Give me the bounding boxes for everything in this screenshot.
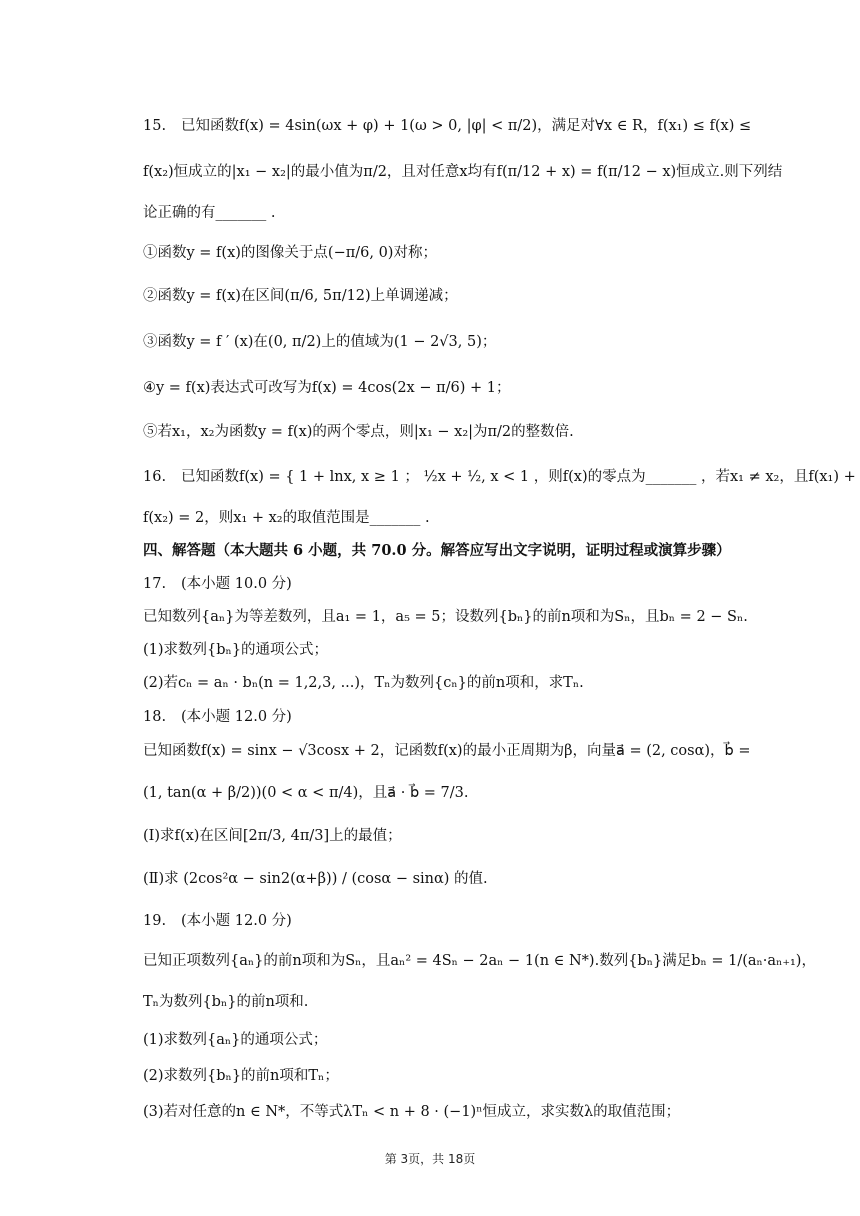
q19-number: 19. (143, 913, 167, 929)
q15-option-4: ④y = f(x)表达式可改写为f(x) = 4cos(2x − π/6) + 1； (143, 380, 511, 396)
q16-line-2: f(x₂) = 2，则x₁ + x₂的取值范围是_______ . (143, 510, 430, 526)
q15-text-1: 已知函数f(x) = 4sin(ωx + φ) + 1(ω > 0, |φ| < π/2)，满足对∀x ∈ R，f(x₁) ≤ f(x) ≤ (181, 118, 752, 134)
q15-line-2: f(x₂)恒成立的|x₁ − x₂|的最小值为π/2，且对任意x均有f(π/12 + x) = f(π/12 − x)恒成立.则下列结 (143, 164, 783, 180)
q19-part-2: (2)求数列{bₙ}的前n项和Tₙ； (143, 1068, 339, 1084)
q18-line-1: 已知函数f(x) = sinx − √3cosx + 2，记函数f(x)的最小正周期为β，向量a⃗ = (2, cosα)，b⃗ = (143, 743, 751, 759)
q19-score: (本小题 12.0 分) (181, 913, 292, 929)
q15-line-1 (143, 116, 751, 136)
q15-option-2: ②函数y = f(x)在区间(π/6, 5π/12)上单调递减； (143, 288, 458, 304)
q19-part-1: (1)求数列{aₙ}的通项公式； (143, 1032, 328, 1048)
q17-header (143, 574, 292, 594)
q18-header (143, 707, 292, 727)
q15-option-3: ③函数y = f ′ (x)在(0, π/2)上的值域为(1 − 2√3, 5)； (143, 334, 497, 350)
q16-number: 16. (143, 469, 167, 485)
q18-part-2: (Ⅱ)求 (2cos²α − sin2(α+β)) / (cosα − sinα) 的值. (143, 871, 488, 887)
q16-line-1 (143, 467, 856, 487)
q16-text-1: 已知函数f(x) = { 1 + lnx, x ≥ 1 ； ½x + ½, x < 1 ，则f(x)的零点为_______ ，若x₁ ≠ x₂，且f(x₁) + (181, 469, 856, 485)
q15-number: 15. (143, 118, 167, 134)
q18-line-2: (1, tan(α + β/2))(0 < α < π/4)，且a⃗ · b⃗ = 7/3. (143, 785, 469, 801)
q18-part-1: (Ⅰ)求f(x)在区间[2π/3, 4π/3]上的最值； (143, 828, 402, 844)
q17-number: 17. (143, 576, 167, 592)
q17-line-1: 已知数列{aₙ}为等差数列，且a₁ = 1，a₅ = 5；设数列{bₙ}的前n项和为Sₙ，且bₙ = 2 − Sₙ. (143, 609, 748, 625)
q17-part-1: (1)求数列{bₙ}的通项公式； (143, 642, 329, 658)
q17-score: (本小题 10.0 分) (181, 576, 292, 592)
q18-number: 18. (143, 709, 167, 725)
q19-line-2: Tₙ为数列{bₙ}的前n项和. (143, 994, 309, 1010)
q15-option-1: ①函数y = f(x)的图像关于点(−π/6, 0)对称； (143, 245, 437, 261)
q19-line-1: 已知正项数列{aₙ}的前n项和为Sₙ，且aₙ² = 4Sₙ − 2aₙ − 1(n ∈ N*).数列{bₙ}满足bₙ = 1/(aₙ·aₙ₊₁)， (143, 953, 816, 969)
section-heading: 四、解答题（本大题共 6 小题，共 70.0 分。解答应写出文字说明，证明过程或演算步骤） (143, 542, 731, 559)
q17-part-2: (2)若cₙ = aₙ · bₙ(n = 1,2,3, ...)，Tₙ为数列{cₙ}的前n项和，求Tₙ. (143, 675, 584, 691)
q19-header (143, 911, 292, 931)
q15-option-5: ⑤若x₁，x₂为函数y = f(x)的两个零点，则|x₁ − x₂|为π/2的整数倍. (143, 424, 574, 440)
q15-line-3: 论正确的有_______ . (143, 205, 276, 221)
q19-part-3: (3)若对任意的n ∈ N*，不等式λTₙ < n + 8 · (−1)ⁿ恒成立，求实数λ的取值范围； (143, 1104, 681, 1120)
q18-score: (本小题 12.0 分) (181, 709, 292, 725)
page-footer: 第 3页，共 18页 (384, 1152, 476, 1166)
